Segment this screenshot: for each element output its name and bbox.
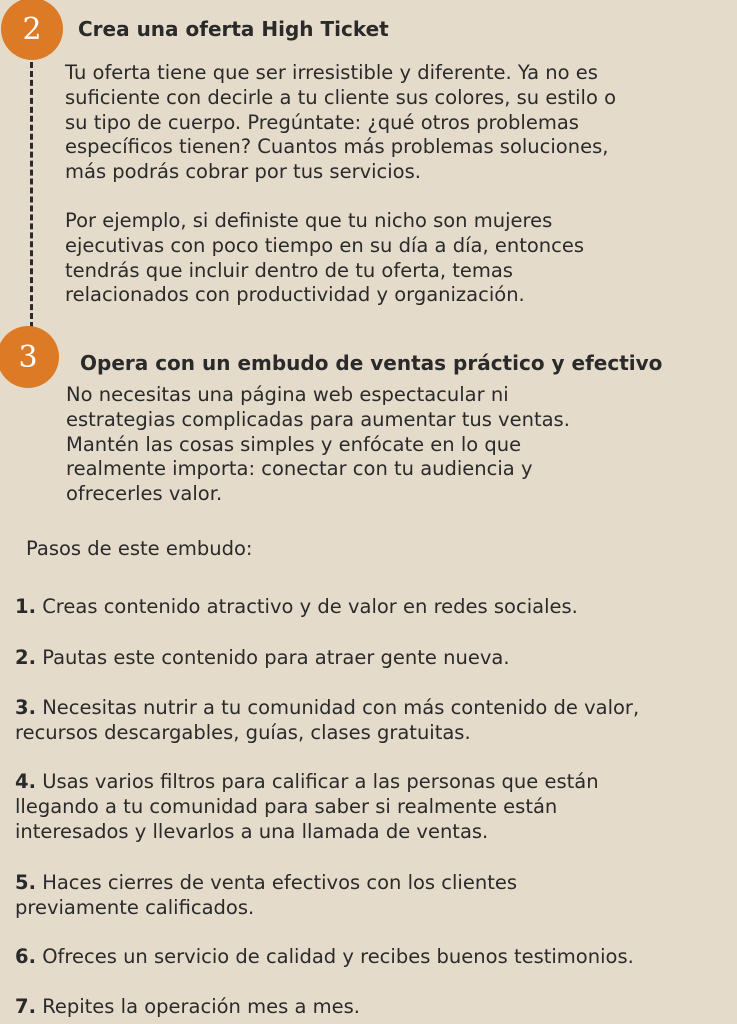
text-line: No necesitas una página web espectacular ni <box>66 383 509 406</box>
section-heading-2: Crea una oferta High Ticket <box>78 17 389 41</box>
step-number: 1. <box>15 595 36 618</box>
funnel-step-1 <box>15 595 578 620</box>
text-line: estrategias complicadas para aumentar tus ventas. <box>66 407 570 431</box>
badge-number: 3 <box>18 339 38 375</box>
timeline-dashed-line <box>30 62 33 328</box>
step-text: llegando a tu comunidad para saber si realmente están <box>15 794 558 818</box>
funnel-step-4 <box>15 770 599 844</box>
step-number: 7. <box>15 995 36 1018</box>
text-line: ejecutivas con poco tiempo en su día a día, entonces <box>65 233 585 257</box>
text-line: más podrás cobrar por tus servicios. <box>65 160 421 184</box>
funnel-step-3 <box>15 696 639 746</box>
step-text: Ofreces un servicio de calidad y recibes buenos testimonios. <box>42 945 634 968</box>
step-text: previamente calificados. <box>15 895 255 919</box>
funnel-step-5 <box>15 871 517 921</box>
step-text: Haces cierres de venta efectivos con los clientes <box>42 871 517 894</box>
text-line: su tipo de cuerpo. Pregúntate: ¿qué otros problemas <box>65 110 579 134</box>
step-number: 4. <box>15 770 36 793</box>
text-line: suficiente con decirle a tu cliente sus colores, su estilo o <box>65 85 617 109</box>
funnel-step-6 <box>15 945 634 970</box>
step-text: Necesitas nutrir a tu comunidad con más contenido de valor, <box>42 696 640 719</box>
step-number: 3. <box>15 696 36 719</box>
section-heading-3: Opera con un embudo de ventas práctico y efectivo <box>80 351 663 375</box>
badge-number: 2 <box>22 11 42 47</box>
step-number-badge-3 <box>0 326 59 388</box>
text-line: Mantén las cosas simples y enfócate en lo que <box>66 432 522 456</box>
section-2-paragraph-2 <box>65 209 584 308</box>
funnel-step-7 <box>15 995 360 1020</box>
text-line: realmente importa: conectar con tu audiencia y <box>66 457 533 481</box>
step-number: 6. <box>15 945 36 968</box>
step-text: Usas varios filtros para calificar a las personas que están <box>42 770 599 793</box>
text-line: ofrecerles valor. <box>66 482 223 506</box>
step-number-badge-2 <box>1 0 63 60</box>
text-line: Por ejemplo, si definiste que tu nicho son mujeres <box>65 209 553 232</box>
text-line: tendrás que incluir dentro de tu oferta, temas <box>65 258 513 282</box>
step-number: 2. <box>15 646 36 669</box>
step-text: recursos descargables, guías, clases gratuitas. <box>15 720 471 744</box>
text-line: relacionados con productividad y organización. <box>65 283 525 307</box>
steps-intro: Pasos de este embudo: <box>26 537 253 560</box>
section-3-paragraph <box>66 383 570 507</box>
section-2-paragraph-1 <box>65 61 616 185</box>
text-line: Tu oferta tiene que ser irresistible y diferente. Ya no es <box>65 61 598 84</box>
funnel-step-2 <box>15 646 510 671</box>
step-text: Creas contenido atractivo y de valor en redes sociales. <box>42 595 578 618</box>
step-number: 5. <box>15 871 36 894</box>
text-line: específicos tienen? Cuantos más problemas soluciones, <box>65 135 609 159</box>
step-text: Repites la operación mes a mes. <box>42 995 360 1018</box>
step-text: Pautas este contenido para atraer gente nueva. <box>42 646 510 669</box>
step-text: interesados y llevarlos a una llamada de ventas. <box>15 819 489 843</box>
